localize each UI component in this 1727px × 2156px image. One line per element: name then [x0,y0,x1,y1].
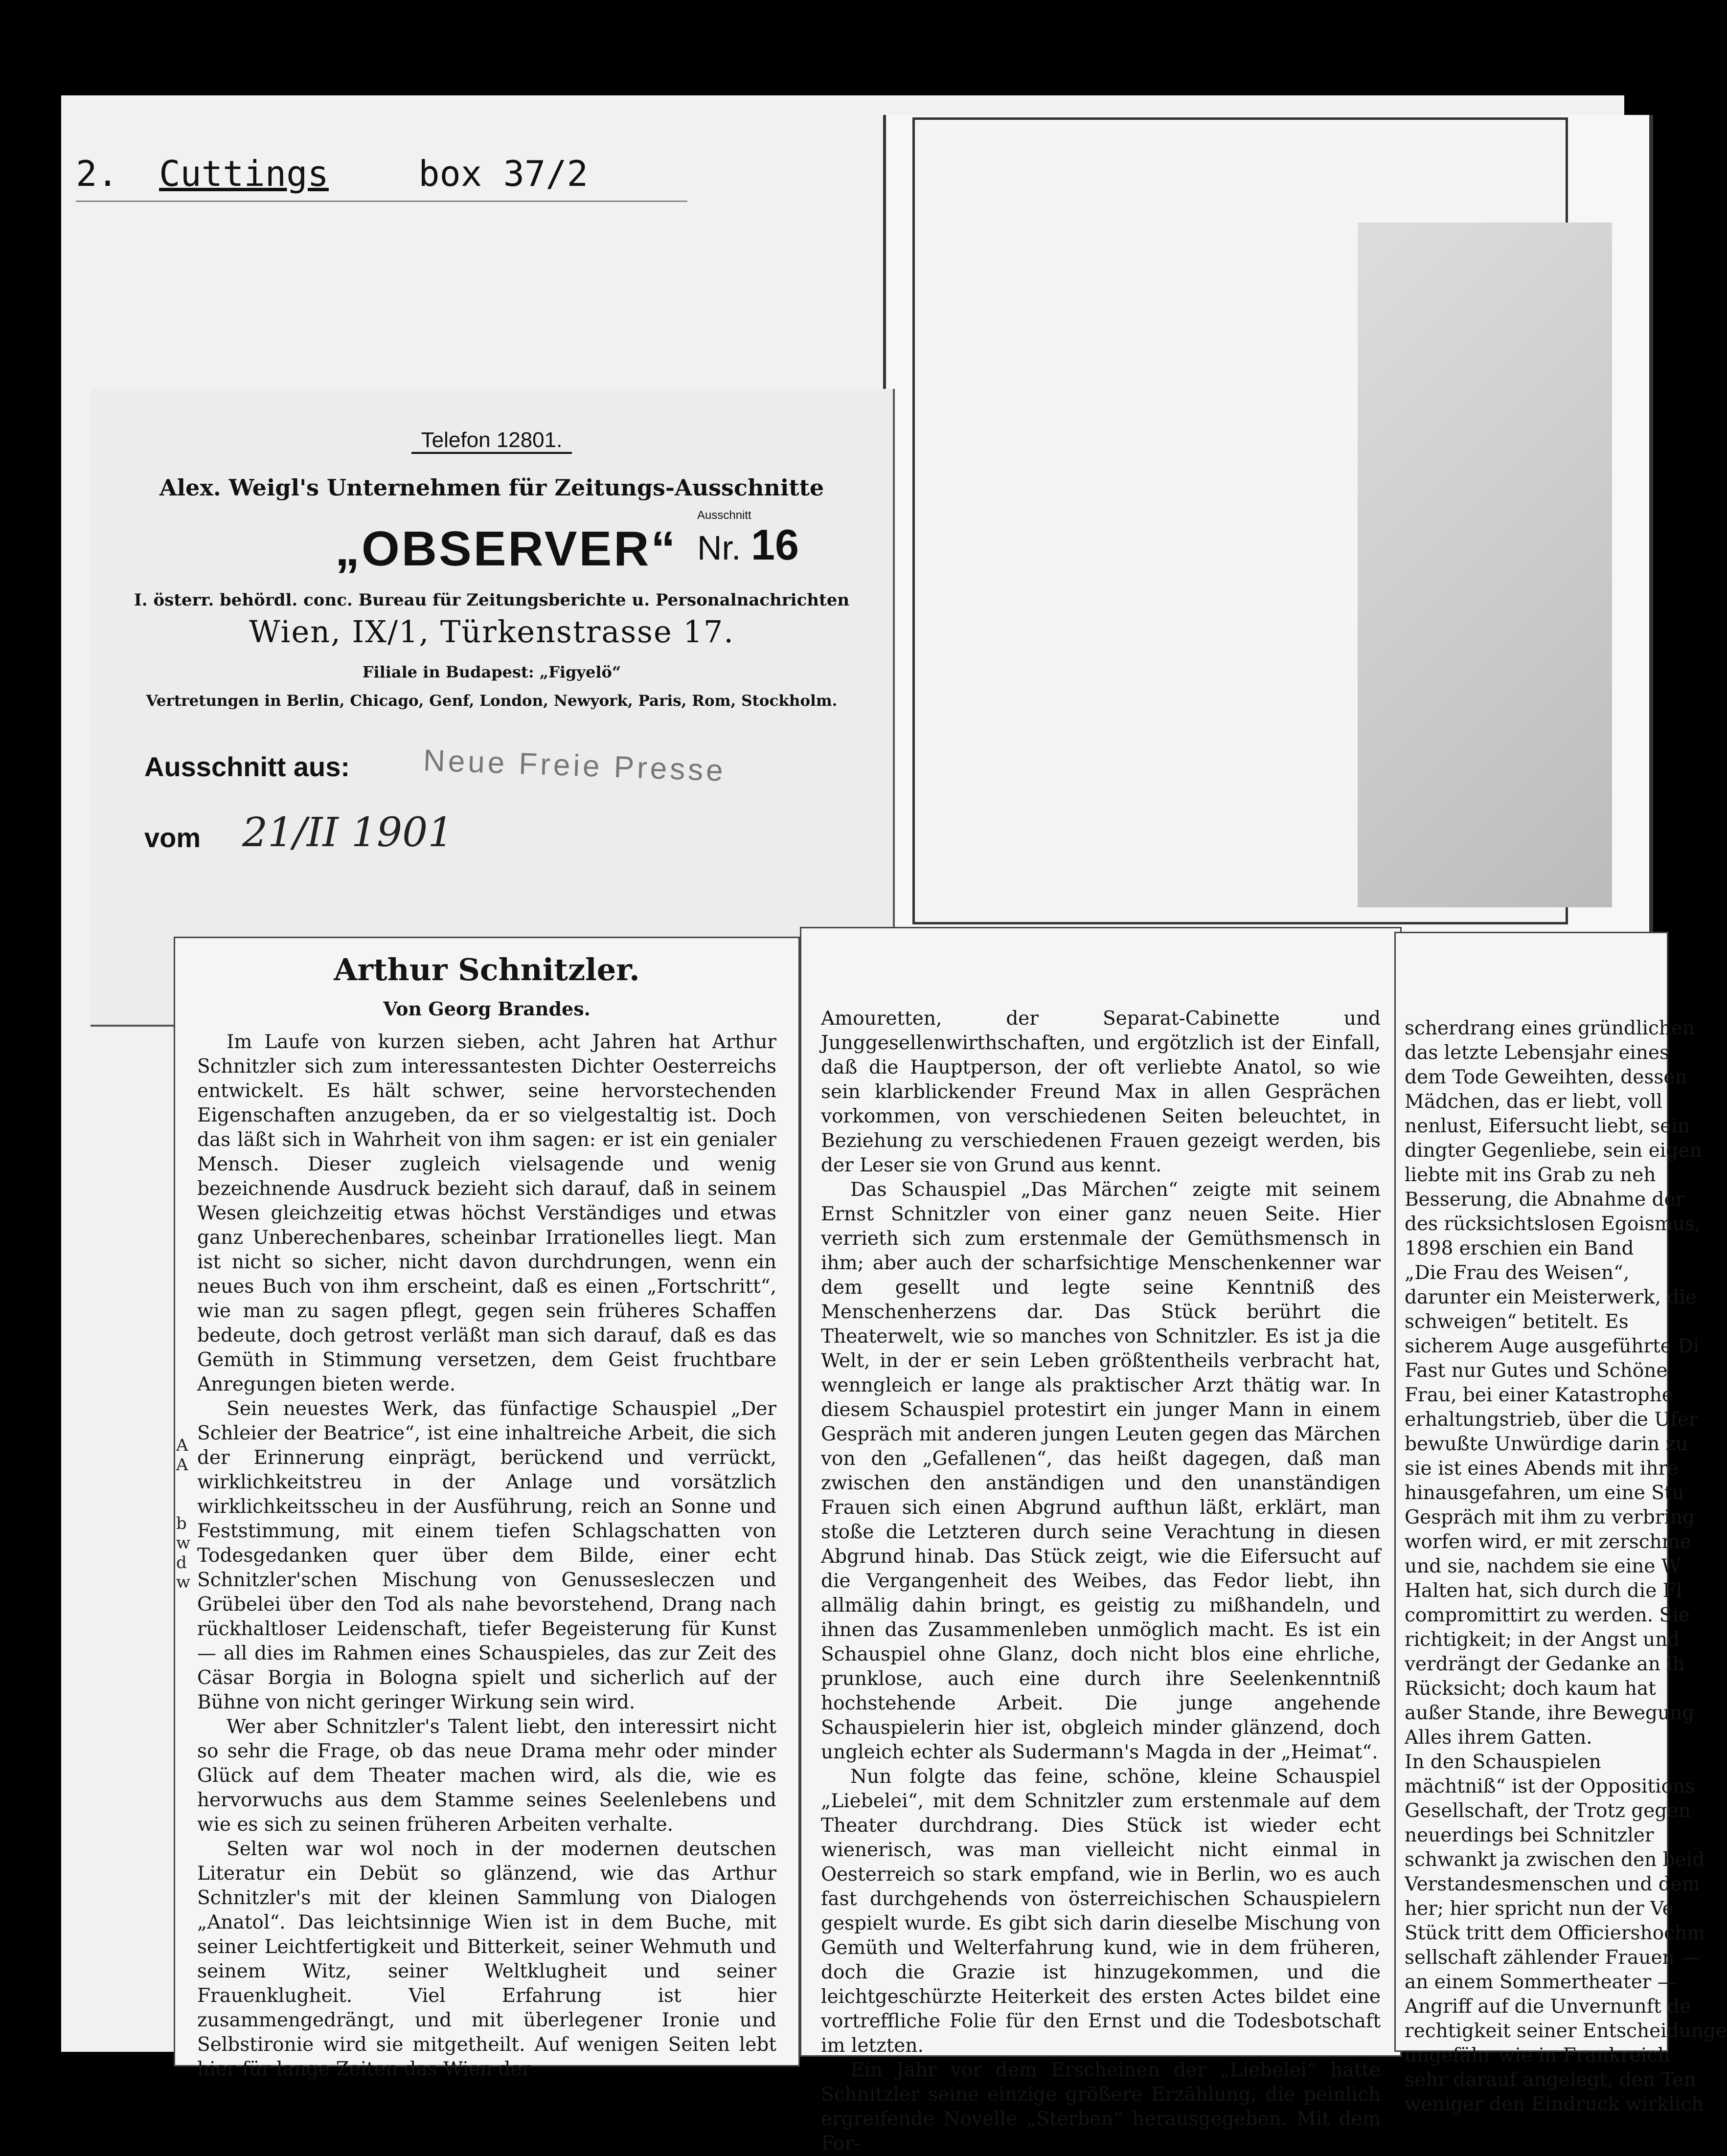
archive-label [76,147,687,202]
col3-line: Rücksicht; doch kaum hat [1405,1678,1656,1700]
col3-line: hinausgefahren, um eine Stu [1405,1482,1684,1504]
col3-line: rechtigkeit seiner Entscheidunge [1405,2020,1727,2042]
col3-line: außer Stande, ihre Bewegung [1405,1702,1695,1724]
col3-line: richtigkeit; in der Angst und [1405,1629,1680,1651]
col3-line: sie ist eines Abends mit ihre [1405,1458,1679,1480]
col3-line: an einem Sommertheater — [1405,1971,1677,1993]
col3-line: sellschaft zählender Frauen — [1405,1947,1700,1969]
col3-line: sehr darauf angelegt, den Ten [1405,2069,1696,2091]
col3-line: Fast nur Gutes und Schöne [1405,1360,1668,1382]
archive-page [61,95,1727,2155]
col3-line: Alles ihrem Gatten. [1405,1727,1592,1749]
col3-line: erhaltungstrieb, über die Ufer [1405,1409,1698,1431]
col3-line: des rücksichtslosen Egoismus, [1405,1213,1701,1235]
nr-label: Nr. [697,529,741,567]
col3-line: scherdrang eines gründlichen [1405,1017,1695,1039]
col3-line: Gesellschaft, der Trotz gegen [1405,1800,1691,1822]
col3-line: Angriff auf die Unvernunft de [1405,1996,1691,2018]
bureau-line: I. österr. behördl. conc. Bureau für Zeitungsberichte u. Personalnachrichten [134,590,850,610]
observer-name: „OBSERVER“ [335,521,678,576]
backing-shadow [1358,223,1612,907]
col3-line: 1898 erschien ein Band [1405,1237,1634,1259]
margin-letter: A [176,1455,188,1475]
col3-line: Verstandesmenschen und dem [1405,1873,1700,1895]
company-line: Alex. Weigl's Unternehmen für Zeitungs-Ausschnitte [159,474,824,501]
margin-letter: b [176,1514,187,1533]
article-column-1 [174,937,800,2080]
col2-paragraph: Das Schauspiel „Das Märchen“ zeigte mit seinem Ernst Schnitzler von einer ganz neuen Seite. Hier verrieth sich zum erstenmale der Gemüthsmensch in ihm; aber auch der scharfsichtige Menschenkenner war dem gesellt und legte seine Kenntniß des Menschenherzens dar. Das Stück berührt die Theaterwelt, wie so manches von Schnitzler. Es ist ja die Welt, in der er sein Leben größtentheils verbracht hat, wenngleich er lange als praktischer Arzt thätig war. In diesem Schauspiel protestirt ein junger Mann in einem Gespräch mit anderen jungen Leuten gegen das Märchen von den „Gefallenen“, das heißt dagegen, daß man zwischen den anständigen und den unanständigen Frauen sich einen Abgrund aufthun läßt, erklärt, man stoße die Letzteren durch seine Verachtung in diesen Abgrund hinab. Das Stück zeigt, wie die Eifersucht auf die Vergangenheit des Weibes, das Fedor liebt, ihn allmälig dahin bringt, es geistig zu mißhandeln, und ihnen das Zusammenleben unmöglich macht. Es ist ein Schauspiel ohne Glanz, doch nicht blos eine ehrliche, prunklose, auch eine durch ihre Seelenkenntniß hochstehende Arbeit. Die junge angehende Schauspielerin hier ist, obgleich minder glänzend, doch ungleich echter als Sudermann's Magda in der „Heimat“. [821,1179,1381,1763]
margin-letter [176,1475,196,1494]
col2-paragraph: Amouretten, der Separat-Cabinette und Junggesellenwirthschaften, und ergötzlich ist der Einfall, daß die Hauptperson, der oft verliebte Anatol, so wie sein klarblickender Freund Max in allen Gesprächen vorkommen, von verschiedenen Seiten beleuchtet, in Beziehung zu verschiedenen Frauen gezeigt werden, bis der Leser sie von Grund aus kennt. [821,1008,1381,1176]
col1-paragraph: Sein neuestes Werk, das fünfactige Schauspiel „Der Schleier der Beatrice“, ist eine inhaltreiche Arbeit, die sich der Erinnerung einprägt, berückend und verrückt, wirklichkeitstreu in der Anlage und vorsätzlich wirklichkeitsscheu in der Ausführung, reich an Sonne und Feststimmung, mit einem tiefen Schlagschatten von Todesgedanken quer über dem Bilde, einer echt Schnitzler'schen Mischung von Genussesleczen und Grübelei über den Tod als nahe bevorstehend, Drang nach rückhaltloser Leidenschaft, tiefer Begeisterung für Kunst — all dies im Rahmen eines Schauspieles, das zur Zeit des Cäsar Borgia in Bologna spielt und sicherlich auf der Bühne von nicht geringer Wirkung sein wird. [197,1398,776,1713]
nr-value: 16 [751,520,799,569]
col1-paragraph: Selten war wol noch in der modernen deutschen Literatur ein Debüt so glänzend, wie das Arthur Schnitzler's mit der kleinen Sammlung von Dialogen „Anatol“. Das leichtsinnige Wien ist in dem Buche, mit seiner Leichtfertigkeit und Bitterkeit, seiner Wehmuth und seinem Witz, seiner Weltklugheit und seiner Frauenklugheit. Viel Erfahrung ist hier zusammengedrängt, und mit überlegener Ironie und Selbstironie wird sie mitgetheilt. Auf wenigen Seiten lebt hier für lange Zeiten das Wien der [197,1838,776,2080]
ausschnitt-label: Ausschnitt aus: [144,751,350,782]
col3-line: sicherem Auge ausgeführte Di [1405,1335,1699,1357]
margin-letter: w [176,1533,191,1553]
col3-line: neuerdings bei Schnitzler [1405,1824,1654,1846]
margin-letter: d [176,1553,187,1572]
col3-line: bewußte Unwürdige darin zu [1405,1433,1688,1455]
archive-box: box 37/2 [418,153,588,194]
col1-paragraph: Wer aber Schnitzler's Talent liebt, den interessirt nicht so sehr die Frage, ob das neue Drama mehr oder minder Glück auf dem Theater machen wird, als die, wie es hervorwuchs aus dem Stamme seines Seelenlebens und wie es sich zu seinen früheren Arbeiten verhalte. [197,1716,776,1836]
article-byline: Von Georg Brandes. [383,998,591,1020]
margin-letter [176,1494,196,1514]
col3-line: darunter ein Meisterwerk, die [1405,1286,1697,1308]
col3-line: compromittirt zu werden. Sie [1405,1604,1690,1626]
col3-line: Halten hat, sich durch die Fl [1405,1580,1682,1602]
col3-line: nenlust, Eifersucht liebt, sein [1405,1115,1690,1137]
col3-line: Gespräch mit ihm zu verbring [1405,1506,1695,1528]
col1-paragraph: Im Laufe von kurzen sieben, acht Jahren hat Arthur Schnitzler sich zum interessantesten Dichter Oesterreichs entwickelt. Es hält schwer, seine hervorstechenden Eigenschaften anzugeben, da er so vielgestaltig ist. Doch das läßt sich in Wahrheit von ihm sagen: er ist ein genialer Mensch. Dieser zugleich vielsagende und wenig bezeichnende Ausdruck bezieht sich darauf, daß in seinem Wesen gleichzeitig etwas höchst Verständiges und etwas ganz Unberechenbares, scheinbar Irrationelles liegt. Man ist nicht so sicher, nicht davon durchdrungen, wenn ein neues Buch von ihm erscheint, daß es einen „Fortschritt“, wie man zu sagen pflegt, gegen sein früheres Schaffen bedeute, doch getrost verläßt man sich darauf, daß es das Gemüth in Stimmung versetzen, dem Geist fruchtbare Anregungen bieten werde. [197,1031,776,1395]
col3-line: worfen wird, er mit zerschme [1405,1531,1691,1553]
col3-line: ungefähr wie in Frankreich [1405,2044,1670,2066]
margin-letters [176,1436,196,1592]
margin-letter: A [176,1436,188,1455]
archive-number: 2. [76,153,118,194]
col3-line: liebte mit ins Grab zu neh [1405,1164,1656,1186]
telefon-text: Telefon 12801. [411,428,572,454]
col3-line: Frau, bei einer Katastrophe [1405,1384,1673,1406]
col3-line: Stück tritt dem Officiershochm [1405,1922,1705,1944]
col3-line: „Die Frau des Weisen“, [1405,1262,1630,1284]
col3-line: weniger den Eindruck wirklich [1405,2093,1704,2115]
article-title: Arthur Schnitzler. [334,952,640,988]
col3-line: und sie, nachdem sie eine W [1405,1555,1681,1577]
col3-line: das letzte Lebensjahr eines [1405,1042,1669,1064]
col3-line: In den Schauspielen [1405,1751,1601,1773]
filiale-line: Filiale in Budapest: „Figyelö“ [362,663,621,681]
col3-line: schwankt ja zwischen den beid [1405,1849,1705,1871]
article-column-3 [1394,932,1727,2115]
col3-line: Besserung, die Abnahme der [1405,1189,1685,1211]
col3-line: schweigen“ betitelt. Es [1405,1311,1629,1333]
telefon-line [91,428,893,452]
ausschnitt-source-stamp: Neue Freie Presse [422,743,727,788]
col3-line: Mädchen, das er liebt, voll [1405,1091,1662,1113]
vertretungen-line: Vertretungen in Berlin, Chicago, Genf, London, Newyork, Paris, Rom, Stockholm. [146,692,838,710]
col2-paragraph: Nun folgte das feine, schöne, kleine Schauspiel „Liebelei“, mit dem Schnitzler zum erstenmale auf dem Theater durchdrang. Dies Stück ist wieder echt wienerisch, was man vielleicht nicht einmal in Oesterreich so stark empfand, wie in Berlin, wo es auch fast durchgehends von österreichischen Schauspielern gespielt wurde. Es gibt sich darin dieselbe Mischung von Gemüth und Welterfahrung kund, wie in dem früheren, doch die Grazie ist hinzugekommen, und die leichtgeschürzte Heiterkeit des ersten Actes bildet eine vortreffliche Folie für den Ernst und die Todesbotschaft im letzten. [821,1766,1381,2057]
vom-date-handwritten: 21/II 1901 [242,809,454,856]
col3-line: dem Tode Geweihten, dessen [1405,1066,1687,1088]
col3-line: verdrängt der Gedanke an ih [1405,1653,1685,1675]
vom-label: vom [144,822,201,853]
col2-paragraph: Ein Jahr vor dem Erscheinen der „Liebelei“ hatte Schnitzler seine einzige größere Erzählung, die peinlich ergreifende Novelle „Sterben“ herausgegeben. Mit dem For- [821,2059,1381,2155]
margin-letter: w [176,1572,191,1592]
article-column-2 [800,927,1402,2155]
col3-line: her; hier spricht nun der Ve [1405,1898,1674,1920]
ausschnitt-tag: Ausschnitt [697,509,751,522]
col3-line: mächtniß“ ist der Oppositions [1405,1775,1695,1797]
observer-clipping-header [91,389,895,1027]
archive-section: Cuttings [159,153,329,194]
col3-line: dingter Gegenliebe, sein eigen [1405,1140,1702,1162]
address-line: Wien, IX/1, Türkenstrasse 17. [249,614,734,650]
